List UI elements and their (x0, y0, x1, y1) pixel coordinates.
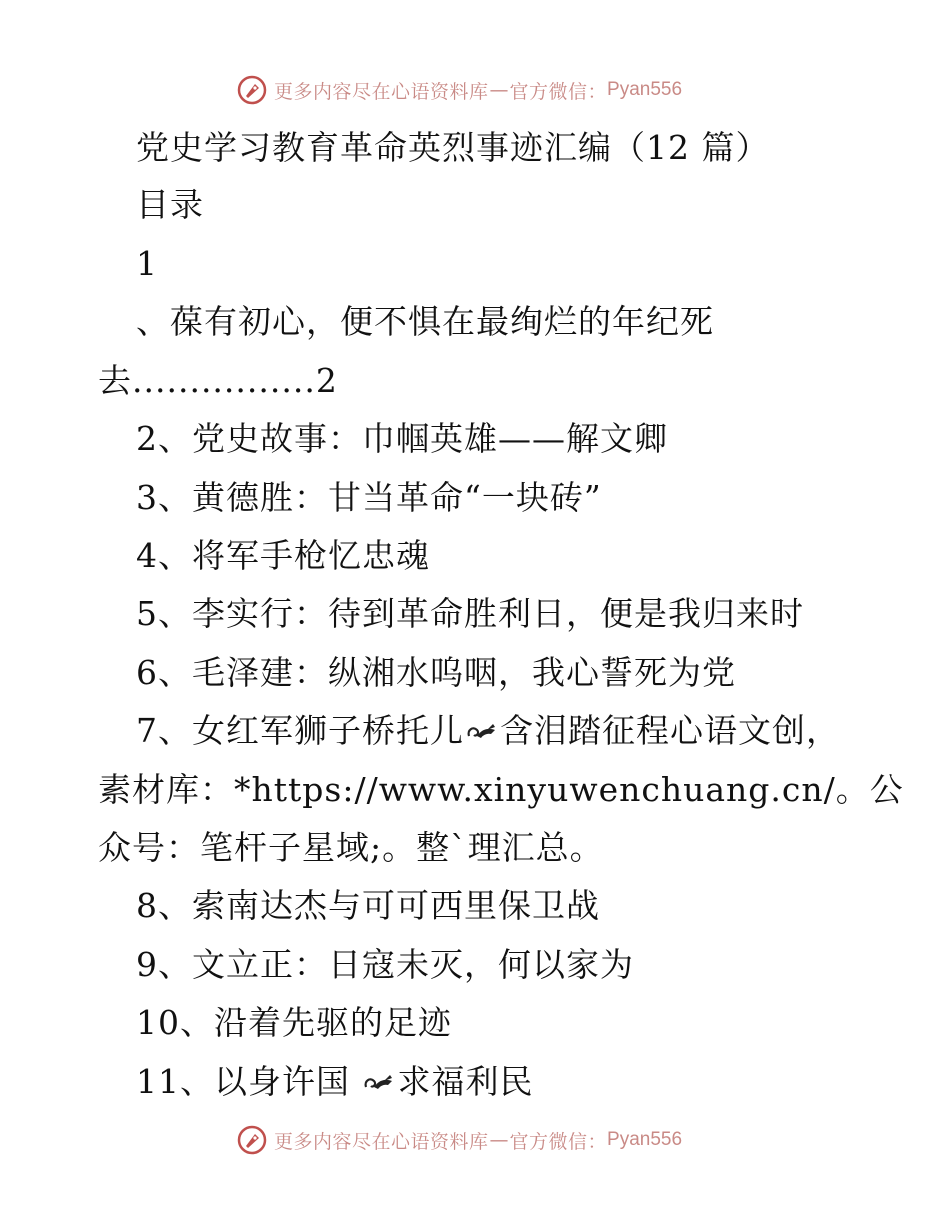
toc-heading: 目录 (136, 185, 204, 224)
toc-item-11-part-a: 11、以身许国 (136, 1062, 362, 1101)
toc-item-1-number: 1 (136, 244, 158, 283)
watermark-separator: — (489, 1129, 509, 1151)
toc-item-8: 8、索南达杰与可可西里保卫战 (136, 886, 600, 925)
source-line-2: 众号：笔杆子星域;。整`理汇总。 (98, 828, 604, 867)
pen-nib-circle-icon (236, 74, 268, 106)
watermark-wechat-id: Pyan556 (607, 1129, 683, 1150)
swirl-ornament-icon (465, 720, 499, 744)
watermark-text: 更多内容尽在心语资料库 (274, 80, 489, 103)
watermark-wechat-label: 官方微信： (509, 80, 608, 103)
toc-item-2: 2、党史故事：巾帼英雄——解文卿 (136, 419, 668, 458)
toc-item-7-part-a: 7、女红军狮子桥托儿 (136, 711, 464, 750)
source-line-1: 素材库：*https://www.xinyuwenchuang.cn/。公 (98, 770, 904, 809)
toc-item-11-part-b: 求福利民 (397, 1062, 534, 1101)
pen-nib-circle-icon (236, 1124, 268, 1156)
swirl-ornament-icon (362, 1071, 396, 1095)
toc-item-7 (136, 711, 840, 751)
document-title: 党史学习教育革命英烈事迹汇编（12 篇） (136, 128, 770, 167)
toc-item-9: 9、文立正：日寇未灭，何以家为 (136, 945, 634, 984)
toc-item-1-text: 、葆有初心，便不惧在最绚烂的年纪死 (136, 302, 714, 341)
watermark-separator: — (489, 79, 509, 101)
watermark-wechat-label: 官方微信： (509, 1130, 608, 1153)
toc-item-7-part-b: 含泪踏征程心语文创， (500, 711, 840, 750)
toc-item-11 (136, 1062, 533, 1102)
watermark-header (236, 72, 682, 108)
toc-item-4: 4、将军手枪忆忠魂 (136, 536, 430, 575)
toc-item-5: 5、李实行：待到革命胜利日，便是我归来时 (136, 594, 804, 633)
watermark-text: 更多内容尽在心语资料库 (274, 1130, 489, 1153)
watermark-wechat-id: Pyan556 (607, 79, 683, 100)
watermark-footer (236, 1122, 682, 1158)
toc-item-1-continuation: 去................2 (98, 361, 338, 400)
toc-item-3: 3、黄德胜：甘当革命“一块砖” (136, 478, 602, 517)
toc-item-6: 6、毛泽建：纵湘水呜咽，我心誓死为党 (136, 653, 736, 692)
toc-item-10: 10、沿着先驱的足迹 (136, 1003, 452, 1042)
